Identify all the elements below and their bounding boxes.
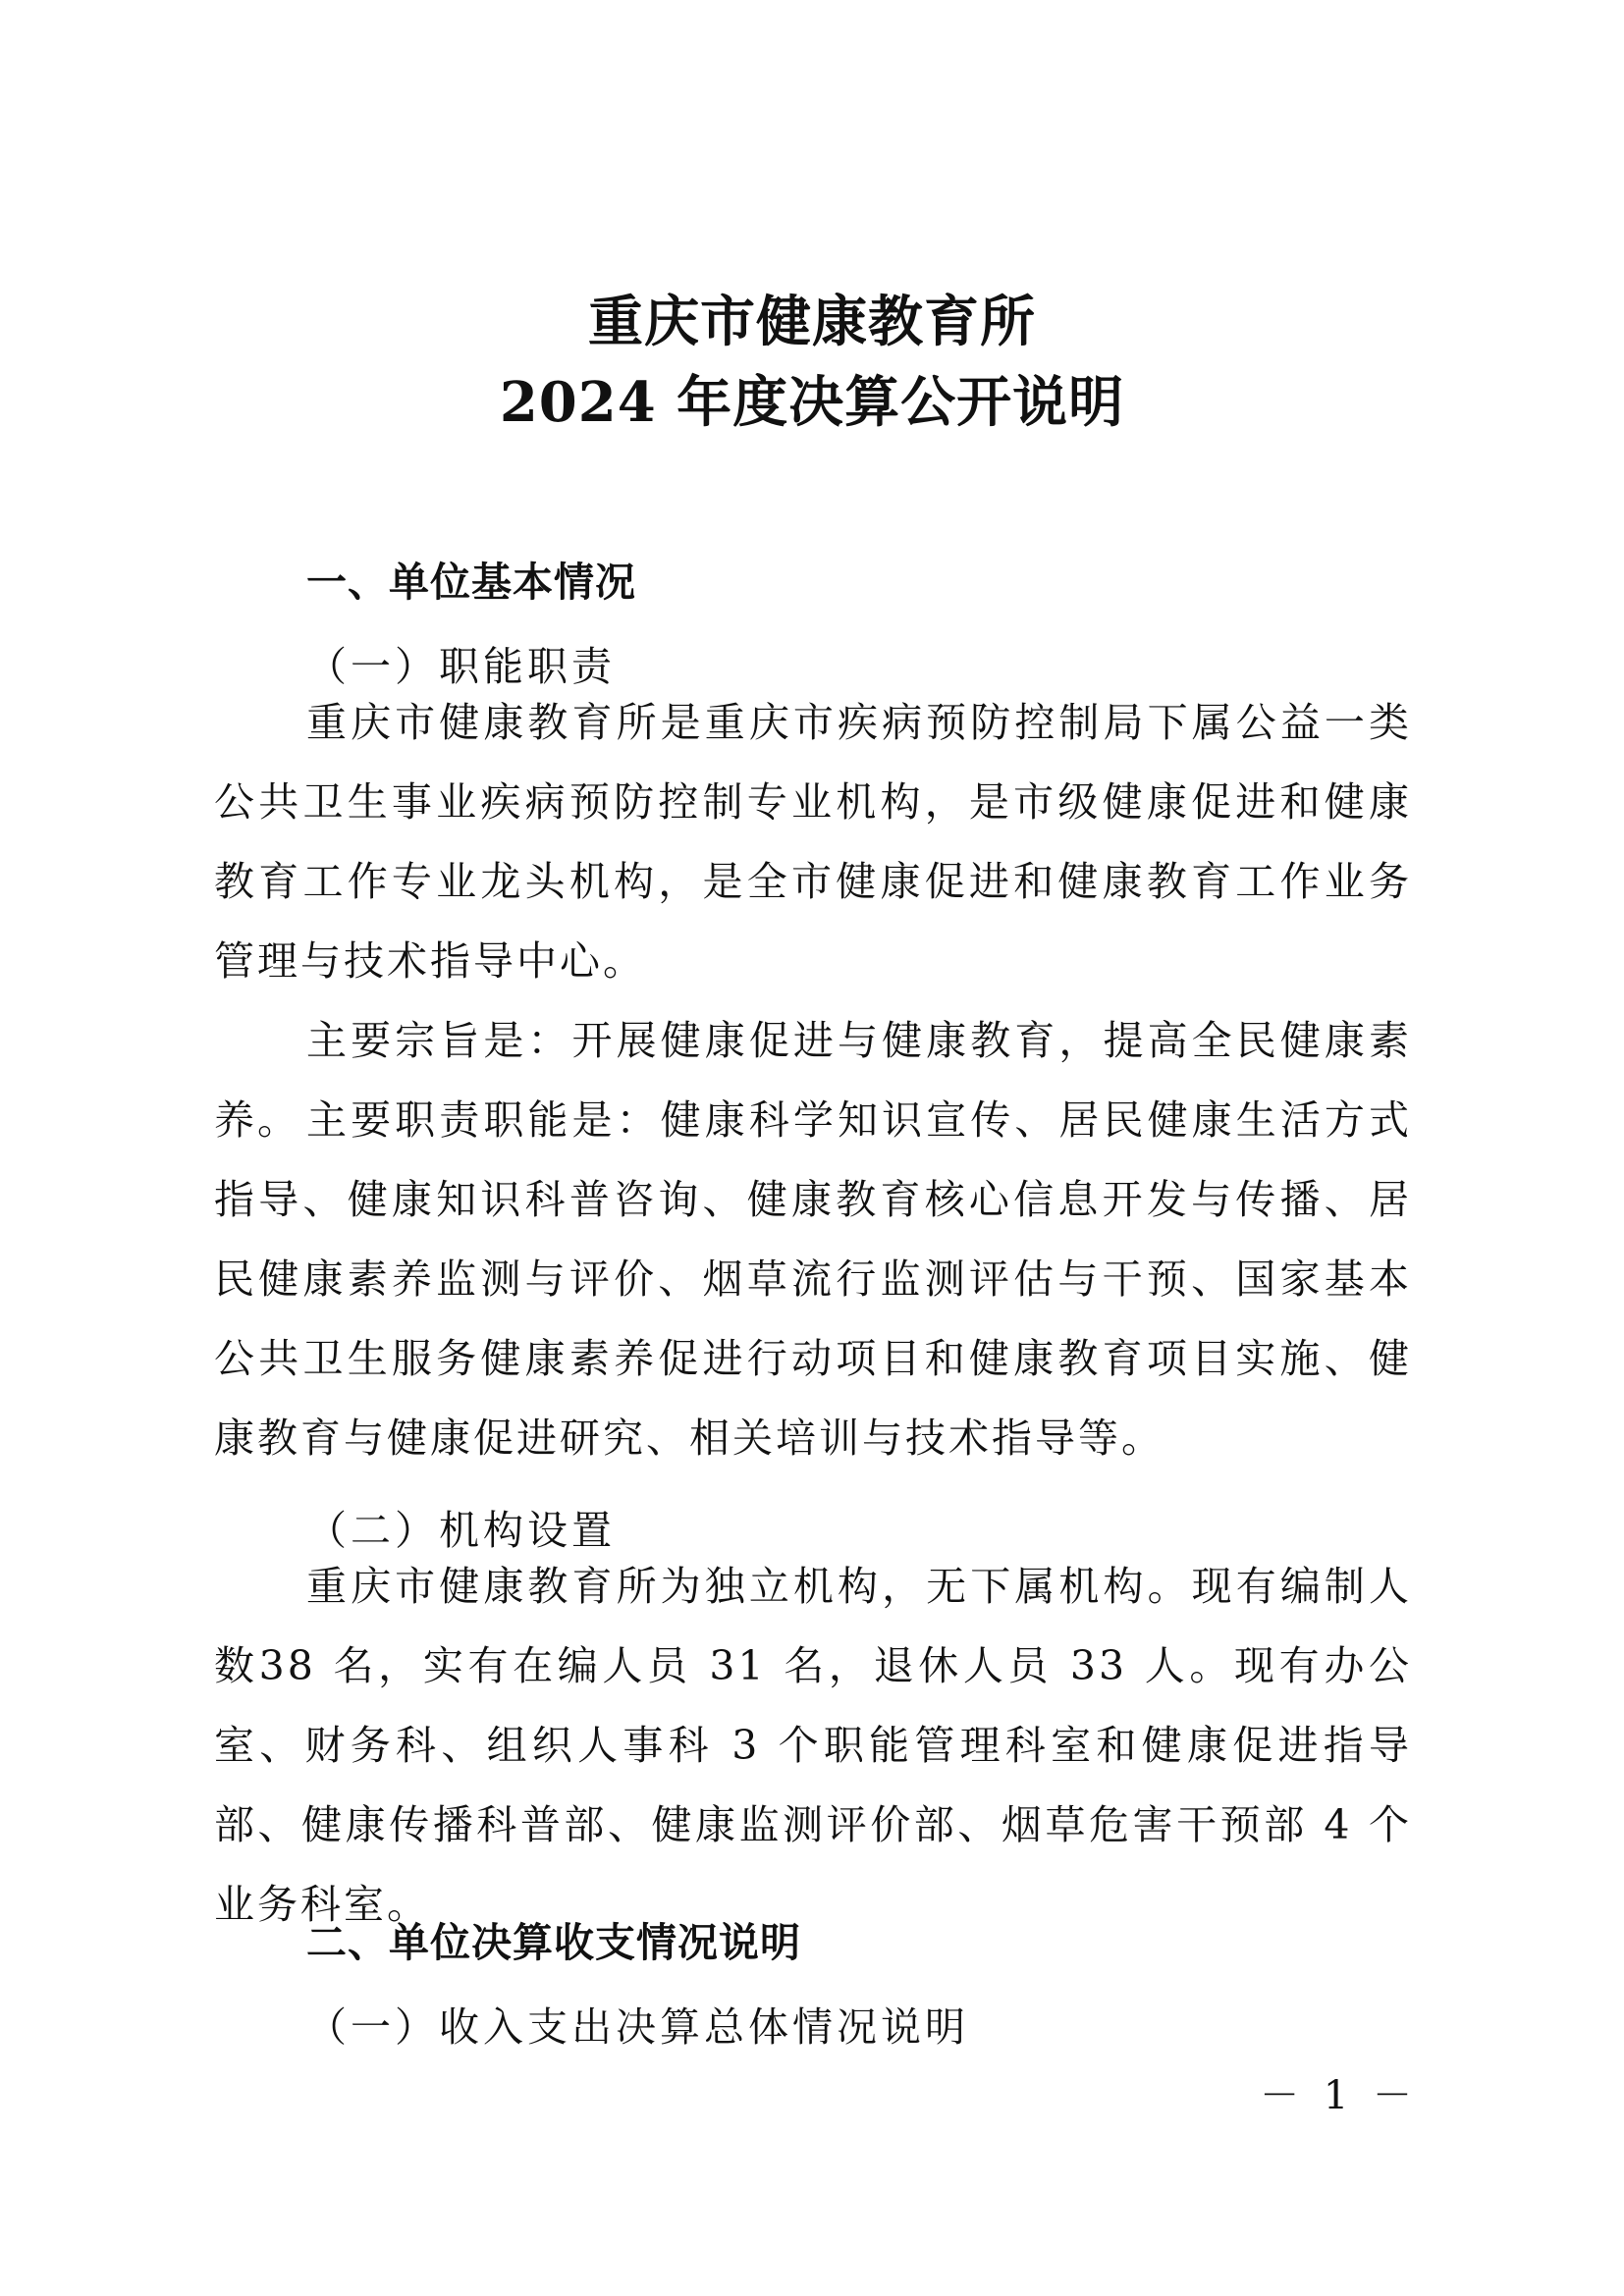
subsection-heading-overall-summary: （一）收入支出决算总体情况说明 [306,2003,969,2051]
document-title-line-1: 重庆市健康教育所 [588,290,1036,354]
section-heading-basic-info: 一、单位基本情况 [306,559,636,606]
paragraph-main-duties: 主要职责职能是：健康科学知识宣传、居民健康生活方式指导、健康知识科普咨询、健康教育核心信息开发与传播、居民健康素养监测与评价、烟草流行监测评估与干预、国家基本公共卫生服务健康素养促进行动项目和健康教育项目实施、健康教育与健康促进研究、相关培训与技术指导等。 [214,1096,1412,1462]
subsection-heading-organization: （二）机构设置 [306,1507,616,1554]
subsection-heading-functions: （一）职能职责 [306,643,616,690]
paragraph-organization: 重庆市健康教育所为独立机构，无下属机构。现有编制人数38 名，实有在编人员 31 名，退休人员 33 人。现有办公室、财务科、组织人事科 3 个职能管理科室和健康促进指导部、健康传播科普部、健康监测评价部、烟草危害干预部 4 个业务科室。 [214,1563,1412,1928]
paragraph-main-purpose: 主要宗旨是：开展健康促进与健康教育，提高全民健康素养。 [214,1017,1412,1144]
document-title-line-2: 2024 年度决算公开说明 [499,370,1125,435]
paragraph-functions-intro: 重庆市健康教育所是重庆市疾病预防控制局下属公益一类公共卫生事业疾病预防控制专业机构，是市级健康促进和健康教育工作专业龙头机构，是全市健康促进和健康教育工作业务管理与技术指导中心。 [214,699,1412,985]
page-number: － 1 － [1260,2073,1418,2118]
section-heading-income-expense: 二、单位决算收支情况说明 [306,1919,801,1966]
